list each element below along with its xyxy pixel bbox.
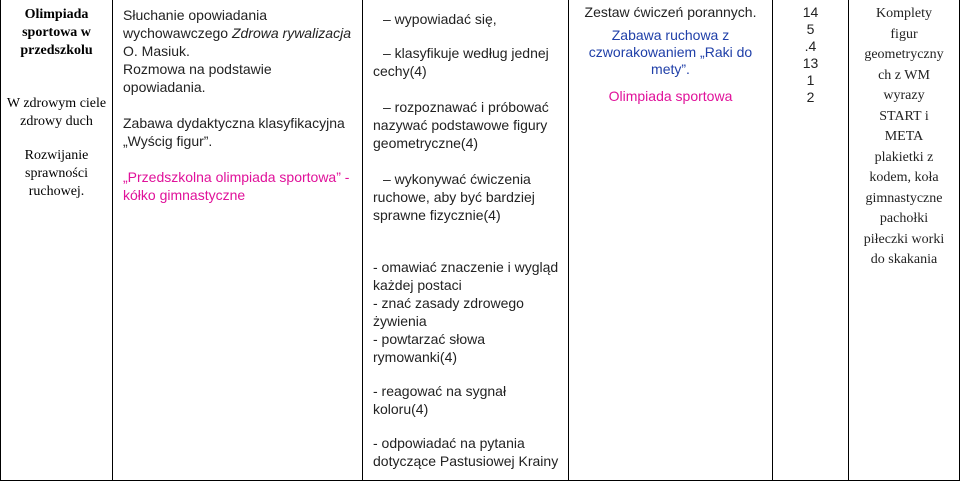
curriculum-number: 2	[806, 89, 815, 105]
objective-item: - odpowiadać na pytania dotyczące Pastusiowej Krainy	[373, 435, 559, 469]
activity-classification-game: Zabawa dydaktyczna klasyfikacyjna „Wyścig figur”.	[123, 115, 345, 149]
topic-title: Olimpiada sportowa w przedszkolu	[20, 7, 93, 58]
activity-conversation: Rozmowa na podstawie opowiadania.	[123, 61, 272, 95]
objective-item: - reagować na sygnał koloru(4)	[373, 383, 507, 417]
morning-exercises: Zestaw ćwiczeń porannych.	[584, 4, 757, 20]
objective-item: – wykonywać ćwiczenia ruchowe, aby być bardziej sprawne fizycznie(4)	[373, 171, 535, 223]
sport-olympiad: Olimpiada sportowa	[608, 88, 733, 104]
activity-story	[123, 6, 354, 60]
curriculum-number: 14	[802, 4, 819, 20]
materials-list: Komplety figur geometryczny ch z WM wyrazy START i META plakietki z kodem, koła gimnastyczne pachołki piłeczki worki do skakania	[863, 6, 945, 267]
topic-subtitle: W zdrowym ciele zdrowy duch	[6, 96, 107, 129]
activities-cell	[113, 0, 362, 481]
objective-item: - powtarzać słowa rymowanki(4)	[373, 331, 486, 365]
story-author: O. Masiuk.	[123, 43, 190, 59]
story-title: Zdrowa rywalizacja	[231, 25, 351, 41]
curriculum-number: 1	[806, 72, 815, 88]
objective-block	[373, 258, 562, 366]
objective-item: – rozpoznawać i próbować nazywać podstawowe figury geometryczne(4)	[373, 99, 549, 151]
objective-item: – wypowiadać się,	[383, 11, 497, 27]
activity-story-text: Słuchanie opowiadania wychowawczego	[123, 7, 267, 41]
movement-game: Zabawa ruchowa z czworakowaniem „Raki do mety”.	[588, 27, 753, 77]
numbers-cell	[773, 0, 848, 481]
topic-cell	[1, 0, 112, 481]
curriculum-number: 5	[806, 21, 815, 37]
materials-cell	[849, 0, 959, 481]
objectives-cell	[363, 0, 568, 481]
objective-item: - omawiać znaczenie i wygląd każdej postaci	[373, 259, 559, 293]
objective-item: - znać zasady zdrowego żywienia	[373, 295, 524, 329]
curriculum-number: .4	[804, 38, 817, 54]
objective-item: – klasyfikuje według jednej cechy(4)	[373, 45, 549, 79]
forms-cell	[569, 0, 772, 481]
curriculum-number: 13	[802, 55, 819, 71]
activity-olympiad: „Przedszkolna olimpiada sportowa” - kółko gimnastyczne	[123, 169, 350, 203]
topic-goal: Rozwijanie sprawności ruchowej.	[24, 148, 89, 199]
